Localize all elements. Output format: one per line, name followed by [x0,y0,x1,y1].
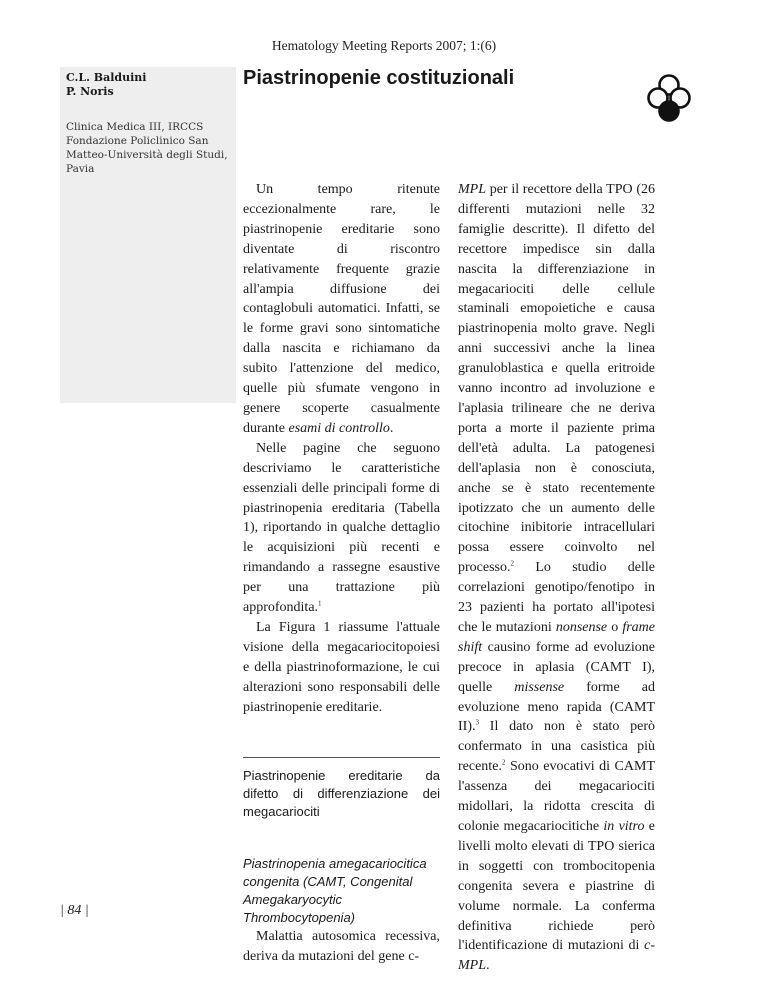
body-paragraph: Malattia autosomica recessiva, deriva da mutazioni del gene c- [243,929,440,965]
body-paragraph: Nelle pagine che seguono descriviamo le caratteristiche essenziali delle principali forme di piastrinopenia ereditaria (Tabella 1), riportando in qualche dettaglio le acquisizioni più recenti e rimandando a rassegne esaustive per una trattazione più approfondita.$^1$ [243,440,440,616]
author-name: P. Noris [66,85,114,98]
page-number: | 84 | [60,903,89,918]
reference-marker: 2 [510,559,514,568]
article-title: Piastrinopenie costituzionali [243,67,515,89]
body-paragraph: MPL per il recettore della TPO (26 differenti mutazioni nelle 32 famiglie descritte). Il difetto del recettore impedisce sin dalla nascita la differenziazione in megacariociti delle cellule staminali emopoietiche e causa piastrinopenia molto grave. Negli anni successivi anche la linea granuloblastica e quella eritroide vanno incontro ad involuzione e l'aplasia trilineare che ne deriva porta a morte il paziente prima dell'età adulta. La patogenesi dell'aplasia non è conosciuta, anche se è stato recentemente ipotizzato che un aumento delle citochine inibitorie intracellulari possa essere coinvolto nel processo.$^2$ Lo studio delle correlazioni genotipo/fenotipo in 23 pazienti ha portato all'ipotesi che le mutazioni nonsense o frame shift causino forme ad evoluzione precoce in aplasia (CAMT I), quelle missense forme ad evoluzione meno rapida (CAMT II).$^3$ Il dato non è stato però confermato in una casistica più recente.$^2$ Sono evocativi di CAMT l'assenza dei megacariociti midollari, la ridotta crescita di colonie megacariocitiche in vitro e livelli molto elevati di TPO sierica in soggetti con trombocitopenia congenita severa e piastrine di volume normale. La conferma definitiva richiede però l'identificazione di mutazioni di c-MPL. [458,182,655,974]
author-sidebar [60,67,236,403]
affiliation-line: Fondazione Policlinico San [66,135,209,147]
reference-marker: 3 [475,718,479,727]
affiliation-line: Clinica Medica III, IRCCS [66,121,204,133]
author-name: C.L. Balduini [66,71,147,84]
running-head: Hematology Meeting Reports 2007; 1:(6) [271,38,497,53]
section-divider [243,757,440,758]
affiliation [66,120,232,176]
author-list [66,71,146,99]
affiliation-line: Pavia [66,163,95,175]
reference-marker: 1 [318,599,322,608]
journal-logo-icon [641,72,697,124]
body-paragraph: La Figura 1 riassume l'attuale visione della megacariocitopoiesi e della piastrinoformazione, le cui alterazioni sono responsabili delle piastrinopenie ereditarie. [243,619,440,715]
text-column-right [458,180,655,976]
body-paragraph: Un tempo ritenute eccezionalmente rare, le piastrinopenie ereditarie sono diventate di riscontro relativamente frequente grazie all'ampia diffusione dei contaglobuli automatici. Infatti, se le forme gravi sono sintomatiche dalla nascita e richiamano da subito l'attenzione del medico, quelle più sfumate vengono in genere scoperte casualmente durante esami di controllo. [243,182,440,436]
affiliation-line: Matteo-Università degli Studi, [66,149,228,161]
reference-marker: 2 [501,758,506,767]
section-heading: Piastrinopenie ereditarie da difetto di differenziazione dei megacariociti [243,768,440,820]
text-column-left [243,180,440,967]
subsection-heading: Piastrinopenia amegacariocitica congenita (CAMT, Congenital Amegakaryocytic Thrombocytopenia) [243,856,427,926]
